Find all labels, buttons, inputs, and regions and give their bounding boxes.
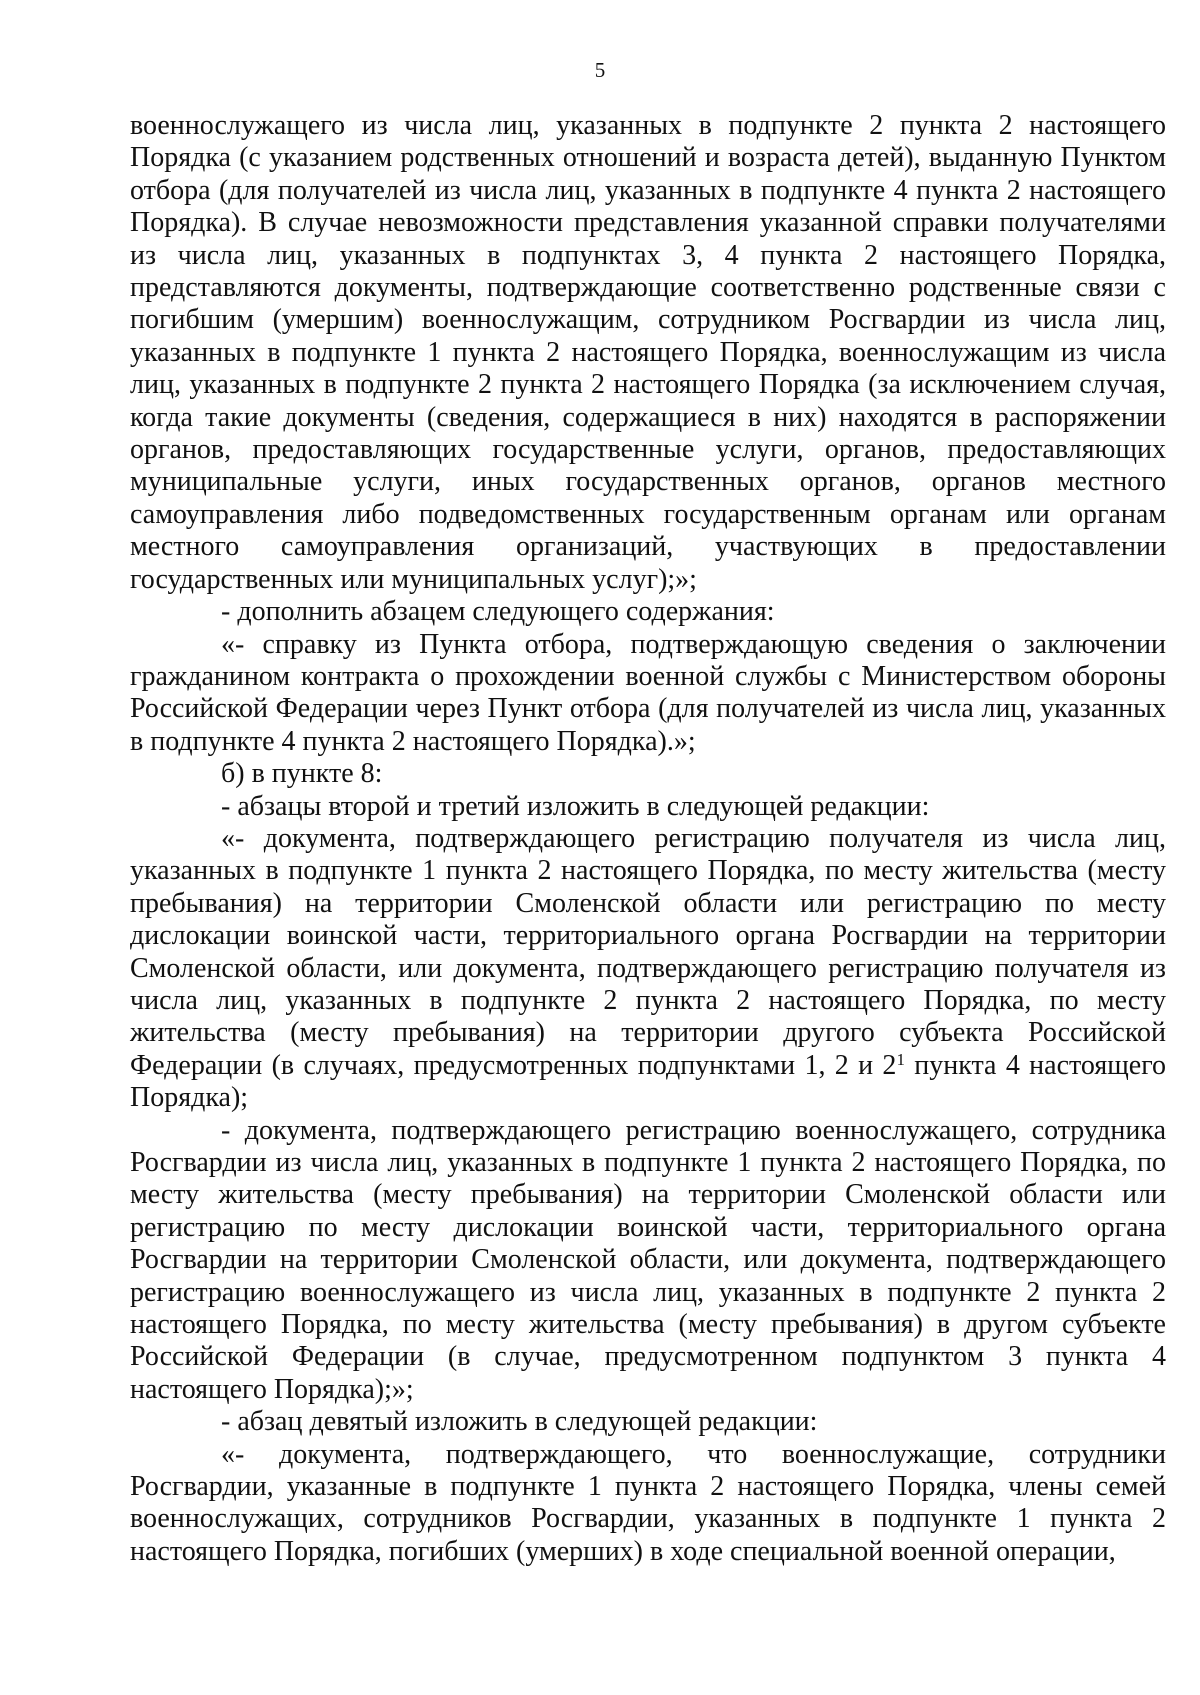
paragraph-6 [130,823,1166,1115]
paragraph-2: - дополнить абзацем следующего содержания: [221,596,775,628]
paragraph-6-text: «- документа, подтверждающего регистрацию получателя из числа лиц, указанных в подпункте 1 пункта 2 настоящего Порядка, по месту жительства (месту пребывания) на территории Смоленской области или регистрацию по месту дислокации воинской части, территориального органа Росгвардии на территории Смоленской области, или документа, подтверждающего регистрацию получателя из числа лиц, указанных в подпункте 2 пункта 2 настоящего Порядка, по месту жительства (месту пребывания) на территории другого субъекта Российской Федерации (в случаях, предусмотренных подпунктами 1, 2 и 2 [130,822,1166,1081]
page-number: 5 [594,58,606,82]
paragraph-9: «- документа, подтверждающего, что военнослужащие, сотрудники Росгвардии, указанные в подпункте 1 пункта 2 настоящего Порядка, члены семей военнослужащих, сотрудников Росгвардии, указанных в подпункте 1 пункта 2 настоящего Порядка, погибших (умерших) в ходе специальной военной операции, [130,1438,1166,1567]
paragraph-7: - документа, подтверждающего регистрацию военнослужащего, сотрудника Росгвардии из числа лиц, указанных в подпункте 1 пункта 2 настоящего Порядка, по месту жительства (месту пребывания) на территории Смоленской области или регистрацию по месту дислокации воинской части, территориального органа Росгвардии на территории Смоленской области, или документа, подтверждающего регистрацию военнослужащего из числа лиц, указанных в подпункте 2 пункта 2 настоящего Порядка, по месту жительства (месту пребывания) в другом субъекте Российской Федерации (в случае, предусмотренном подпунктом 3 пункта 4 настоящего Порядка);»; [130,1114,1166,1405]
superscript-index: 1 [896,1049,905,1069]
document-body [130,110,1166,1568]
paragraph-5: - абзацы второй и третий изложить в следующей редакции: [221,790,930,822]
paragraph-6-tail: пункта 4 настоящего Порядка); [130,1049,1166,1114]
paragraph-3: «- справку из Пункта отбора, подтверждающую сведения о заключении гражданином контракта о прохождении военной службы с Министерством обороны Российской Федерации через Пункт отбора (для получателей из числа лиц, указанных в подпункте 4 пункта 2 настоящего Порядка).»; [130,628,1166,757]
paragraph-8: - абзац девятый изложить в следующей редакции: [221,1406,818,1438]
paragraph-1: военнослужащего из числа лиц, указанных в подпункте 2 пункта 2 настоящего Порядка (с указанием родственных отношений и возраста детей), выданную Пунктом отбора (для получателей из числа лиц, указанных в подпункте 4 пункта 2 настоящего Порядка). В случае невозможности представления указанной справки получателями из числа лиц, указанных в подпунктах 3, 4 пункта 2 настоящего Порядка, представляются документы, подтверждающие соответственно родственные связи с погибшим (умершим) военнослужащим, сотрудником Росгвардии из числа лиц, указанных в подпункте 1 пункта 2 настоящего Порядка, военнослужащим из числа лиц, указанных в подпункте 2 пункта 2 настоящего Порядка (за исключением случая, когда такие документы (сведения, содержащиеся в них) находятся в распоряжении органов, предоставляющих государственные услуги, органов, предоставляющих муниципальные услуги, иных государственных органов, органов местного самоуправления либо подведомственных государственным органам или органам местного самоуправления организаций, участвующих в предоставлении государственных или муниципальных услуг);»; [130,110,1166,595]
paragraph-4: б) в пункте 8: [221,758,383,790]
